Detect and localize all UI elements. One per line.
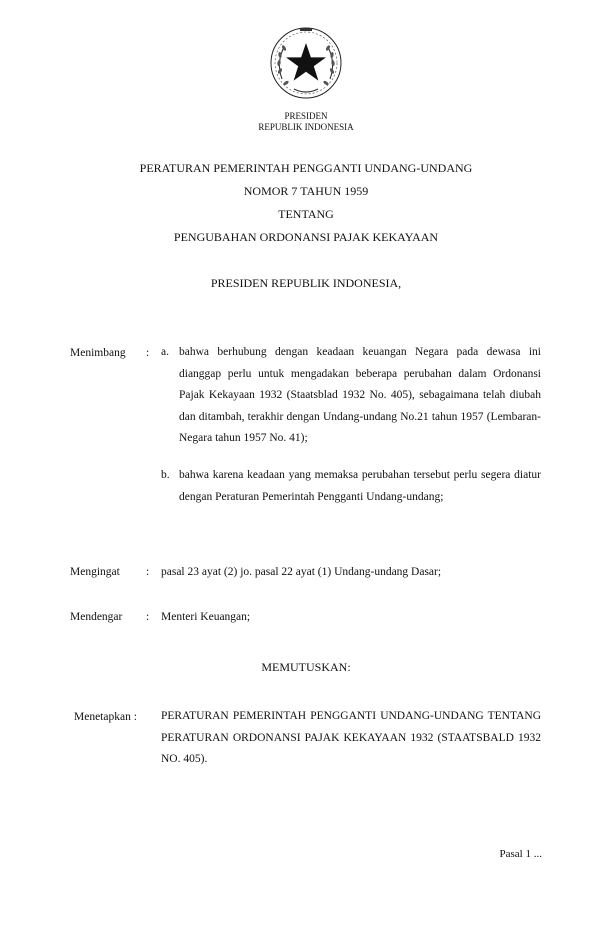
- mendengar-label: Mendengar: [70, 611, 123, 623]
- mendengar-text: Menteri Keuangan;: [161, 611, 251, 623]
- menimbang-label: Menimbang: [70, 347, 126, 359]
- document-title: PERATURAN PEMERINTAH PENGGANTI UNDANG-UNDANG: [139, 161, 473, 175]
- mengingat-text: pasal 23 ayat (2) jo. pasal 22 ayat (1) Undang-undang Dasar;: [161, 566, 442, 578]
- office-line-presiden: PRESIDEN: [284, 111, 328, 121]
- menetapkan-text: PERATURAN PEMERINTAH PENGGANTI UNDANG-UNDANG TENTANG PERATURAN ORDONANSI PAJAK KEKAYAAN 1932 (STAATSBALD 1932 NO. 405).: [161, 710, 541, 765]
- consideration-b-marker: b.: [161, 469, 170, 481]
- mendengar-colon: :: [146, 611, 150, 623]
- document-number: NOMOR 7 TAHUN 1959: [243, 184, 369, 198]
- office-line-republik: REPUBLIK INDONESIA: [258, 122, 354, 132]
- document-subject: PENGUBAHAN ORDONANSI PAJAK KEKAYAAN: [173, 230, 439, 244]
- consideration-a-text: bahwa berhubung dengan keadaan keuangan Negara pada dewasa ini dianggap perlu untuk mengadakan beberapa perubahan dalam Ordonansi Pajak Kekayaan 1932 (Staatsblad 1932 No. 405), sebagaimana telah diubah dan ditambah, terakhir dengan Undang-undang No.21 tahun 1957 (Lembaran-Negara tahun 1957 No. 41);: [179, 346, 541, 444]
- garuda-star-wreath-emblem-icon: [268, 25, 344, 101]
- menetapkan-label: Menetapkan :: [74, 711, 137, 723]
- consideration-a-marker: a.: [161, 346, 169, 358]
- consideration-b-text: bahwa karena keadaan yang memaksa perubahan tersebut perlu segera diatur dengan Peraturan Pemerintah Pengganti Undang-undang;: [179, 469, 541, 503]
- mengingat-label: Mengingat: [70, 566, 120, 578]
- decision-heading: MEMUTUSKAN:: [261, 660, 351, 674]
- mengingat-colon: :: [146, 566, 150, 578]
- preamble: PRESIDEN REPUBLIK INDONESIA,: [210, 276, 402, 290]
- menimbang-colon: :: [146, 347, 150, 359]
- document-tentang: TENTANG: [278, 207, 334, 221]
- next-page-reference: Pasal 1 ...: [499, 848, 542, 860]
